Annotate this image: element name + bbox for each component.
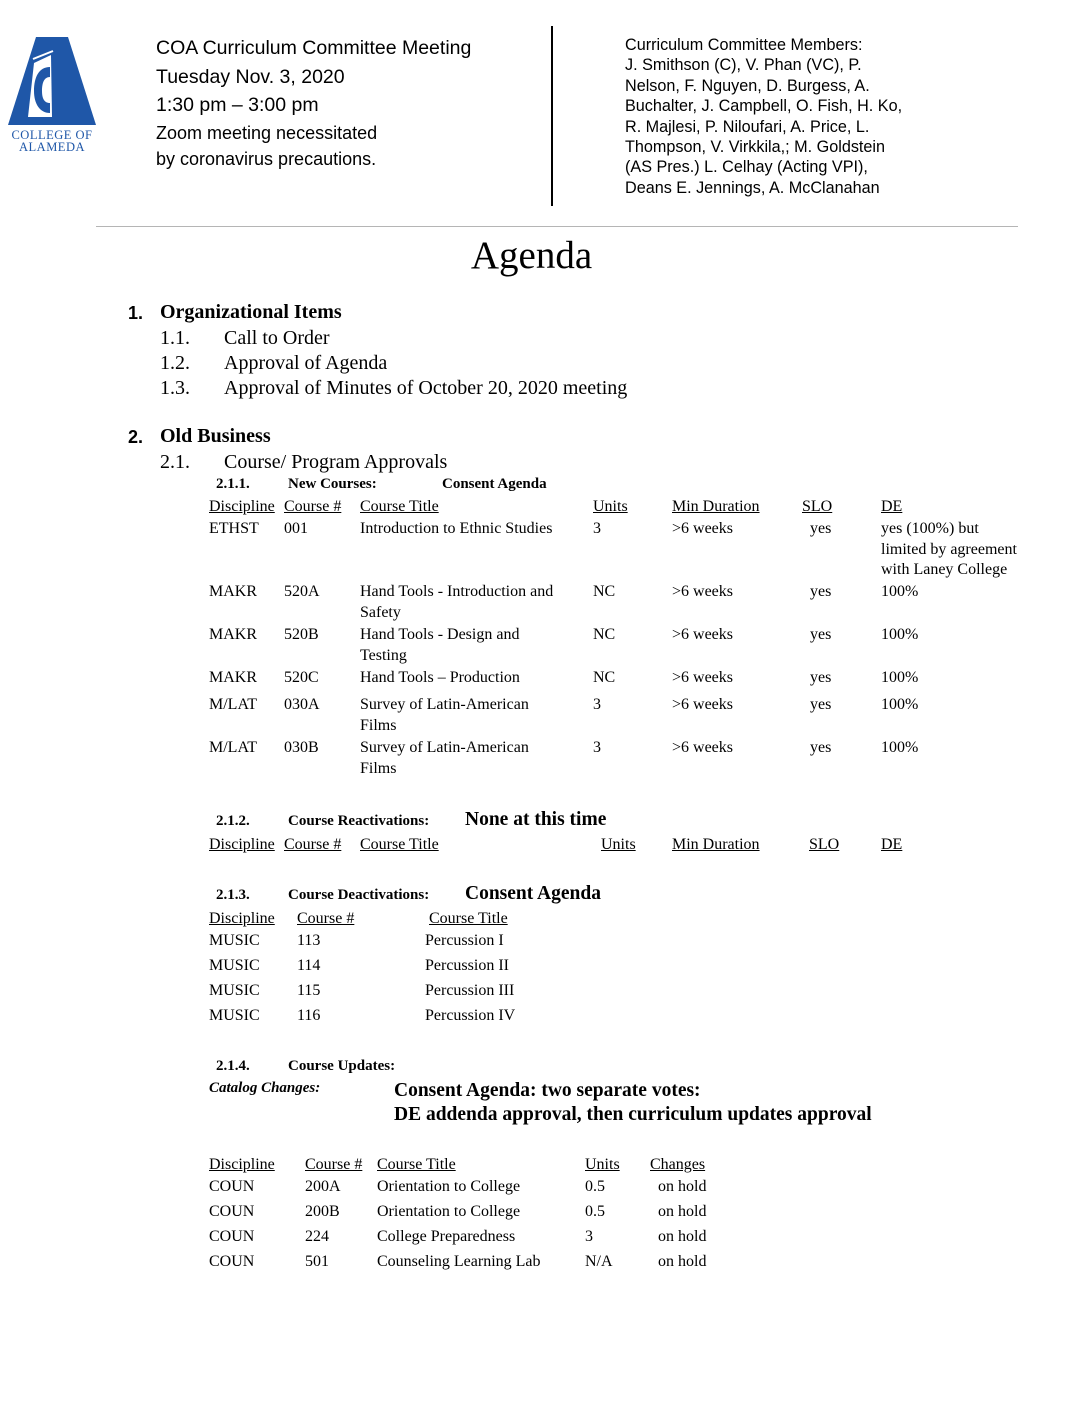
cell-course-title: Survey of Latin-American	[360, 696, 529, 713]
cell-course-number: 200B	[305, 1203, 340, 1220]
section-title: Organizational Items	[160, 301, 342, 323]
header-course-title: Course Title	[360, 498, 439, 515]
meeting-note-line1: Zoom meeting necessitated	[156, 122, 378, 143]
header-min-duration: Min Duration	[672, 836, 760, 853]
header-slo: SLO	[802, 498, 833, 515]
members-line: R. Majlesi, P. Niloufari, A. Price, L.	[625, 117, 870, 136]
section-number: 1.	[128, 303, 144, 323]
new-courses-table	[0, 496, 1088, 786]
header-slo: SLO	[809, 836, 840, 853]
committee-members	[625, 35, 945, 198]
cell-course-title: Introduction to Ethnic Studies	[360, 520, 553, 537]
cell-course-title: Hand Tools – Production	[360, 669, 520, 686]
cell-changes: on hold	[658, 1228, 707, 1245]
cell-slo: yes	[810, 739, 832, 756]
cell-discipline: COUN	[209, 1253, 255, 1270]
cell-course-title: Percussion II	[425, 957, 509, 974]
cell-units: 0.5	[585, 1178, 605, 1195]
item-number: 1.1.	[160, 327, 190, 349]
header-discipline: Discipline	[209, 910, 275, 927]
cell-changes: on hold	[658, 1178, 707, 1195]
agenda-item: Approval of Minutes of October 20, 2020 meeting	[224, 377, 628, 399]
cell-discipline: COUN	[209, 1228, 255, 1245]
cell-min-duration: >6 weeks	[672, 583, 734, 600]
agenda-item: Course/ Program Approvals	[224, 451, 448, 473]
cell-course-title: Orientation to College	[377, 1203, 521, 1220]
logo-text-line1: COLLEGE OF	[11, 128, 93, 142]
reactivations-table	[0, 834, 1088, 858]
cell-course-number: 224	[305, 1228, 329, 1245]
subsection-status: Consent Agenda	[465, 883, 601, 904]
cell-course-title: Hand Tools - Design and	[360, 626, 520, 643]
subsection-label: Course Reactivations:	[288, 813, 430, 829]
header-course-number: Course #	[284, 836, 342, 853]
cell-units: N/A	[585, 1253, 613, 1270]
agenda-item: Call to Order	[224, 327, 330, 349]
cell-units: 3	[593, 696, 601, 713]
cell-course-number: 001	[284, 520, 308, 537]
cell-discipline: MUSIC	[209, 932, 260, 949]
header-units: Units	[593, 498, 628, 515]
cell-course-title: Percussion III	[425, 982, 515, 999]
header-course-title: Course Title	[377, 1156, 456, 1173]
logo-text-line2: ALAMEDA	[19, 140, 85, 154]
header-units: Units	[585, 1156, 620, 1173]
cell-course-number: 116	[297, 1007, 321, 1024]
cell-slo: yes	[810, 669, 832, 686]
cell-course-number: 501	[305, 1253, 329, 1270]
meeting-note-line2: by coronavirus precautions.	[156, 148, 377, 169]
header-discipline: Discipline	[209, 1156, 275, 1173]
section-title: Old Business	[160, 425, 271, 447]
updates-status-line1: Consent Agenda: two separate votes:	[394, 1080, 701, 1101]
cell-units: NC	[593, 626, 616, 643]
deactivations-table	[0, 908, 1088, 1028]
catalog-changes-label: Catalog Changes:	[209, 1080, 321, 1096]
cell-course-title: Orientation to College	[377, 1178, 521, 1195]
cell-course-title: Percussion IV	[425, 1007, 516, 1024]
cell-de: limited by agreement	[881, 541, 1017, 558]
cell-de: 100%	[881, 696, 919, 713]
cell-de: 100%	[881, 583, 919, 600]
members-line: (AS Pres.) L. Celhay (Acting VPI),	[625, 158, 868, 177]
updates-status-line2: DE addenda approval, then curriculum updates approval	[394, 1104, 872, 1125]
subsection-label: Course Updates:	[288, 1058, 396, 1074]
subsection-status: Consent Agenda	[442, 476, 547, 492]
cell-course-title: Films	[360, 717, 397, 734]
header-rule	[96, 226, 1018, 227]
header-min-duration: Min Duration	[672, 498, 760, 515]
header-course-number: Course #	[284, 498, 342, 515]
members-line: Nelson, F. Nguyen, D. Burgess, A.	[625, 76, 870, 95]
header-divider	[551, 26, 553, 206]
cell-units: NC	[593, 583, 616, 600]
cell-course-number: 114	[297, 957, 321, 974]
meeting-info	[156, 34, 471, 172]
cell-min-duration: >6 weeks	[672, 739, 734, 756]
cell-course-title: Survey of Latin-American	[360, 739, 529, 756]
cell-course-title: Safety	[360, 604, 401, 621]
cell-de: yes (100%) but	[881, 520, 979, 537]
header-course-number: Course #	[297, 910, 355, 927]
item-number: 2.1.	[160, 451, 190, 473]
cell-slo: yes	[810, 520, 832, 537]
meeting-title: COA Curriculum Committee Meeting	[156, 37, 472, 59]
header-course-title: Course Title	[360, 836, 439, 853]
cell-units: 3	[593, 520, 601, 537]
cell-discipline: MUSIC	[209, 1007, 260, 1024]
cell-units: 3	[585, 1228, 593, 1245]
meeting-time: 1:30 pm – 3:00 pm	[156, 94, 319, 116]
cell-slo: yes	[810, 583, 832, 600]
cell-discipline: MUSIC	[209, 957, 260, 974]
subsection-number: 2.1.3.	[216, 887, 250, 903]
cell-min-duration: >6 weeks	[672, 696, 734, 713]
header-de: DE	[881, 836, 903, 853]
cell-min-duration: >6 weeks	[672, 626, 734, 643]
members-line: Buchalter, J. Campbell, O. Fish, H. Ko,	[625, 97, 903, 116]
cell-course-title: Films	[360, 760, 397, 777]
members-line: Thompson, V. Virkkila,; M. Goldstein	[625, 138, 886, 157]
subsection-number: 2.1.1.	[216, 476, 250, 492]
cell-slo: yes	[810, 626, 832, 643]
cell-course-title: Counseling Learning Lab	[377, 1253, 541, 1270]
header-course-title: Course Title	[429, 910, 508, 927]
cell-course-title: Hand Tools - Introduction and	[360, 583, 554, 600]
page-title: Agenda	[470, 234, 593, 277]
course-updates-table	[0, 1154, 1088, 1274]
header-changes: Changes	[650, 1156, 706, 1173]
cell-changes: on hold	[658, 1253, 707, 1270]
subsection-number: 2.1.4.	[216, 1058, 250, 1074]
college-logo	[6, 37, 98, 155]
cell-de: 100%	[881, 626, 919, 643]
cell-course-number: 030A	[284, 696, 320, 713]
cell-course-number: 030B	[284, 739, 319, 756]
cell-units: NC	[593, 669, 616, 686]
cell-units: 0.5	[585, 1203, 605, 1220]
cell-course-number: 113	[297, 932, 321, 949]
members-line: Curriculum Committee Members:	[625, 36, 863, 54]
members-line: J. Smithson (C), V. Phan (VC), P.	[625, 56, 862, 75]
cell-course-title: Percussion I	[425, 932, 504, 949]
cell-course-number: 115	[297, 982, 321, 999]
cell-discipline: ETHST	[209, 520, 259, 537]
cell-course-title: College Preparedness	[377, 1228, 516, 1245]
cell-discipline: COUN	[209, 1178, 255, 1195]
cell-course-number: 200A	[305, 1178, 341, 1195]
cell-course-number: 520B	[284, 626, 319, 643]
cell-discipline: MAKR	[209, 583, 258, 600]
cell-de: with Laney College	[881, 561, 1008, 578]
cell-de: 100%	[881, 669, 919, 686]
header-units: Units	[601, 836, 636, 853]
cell-slo: yes	[810, 696, 832, 713]
cell-course-title: Testing	[360, 647, 407, 664]
cell-units: 3	[593, 739, 601, 756]
cell-min-duration: >6 weeks	[672, 669, 734, 686]
subsection-number: 2.1.2.	[216, 813, 250, 829]
header-discipline: Discipline	[209, 836, 275, 853]
cell-course-number: 520A	[284, 583, 320, 600]
cell-discipline: MUSIC	[209, 982, 260, 999]
subsection-label: Course Deactivations:	[288, 887, 430, 903]
subsection-label: New Courses:	[288, 476, 377, 492]
cell-min-duration: >6 weeks	[672, 520, 734, 537]
cell-discipline: M/LAT	[209, 696, 257, 713]
cell-de: 100%	[881, 739, 919, 756]
section-number: 2.	[128, 427, 144, 447]
cell-course-number: 520C	[284, 669, 319, 686]
members-line: Deans E. Jennings, A. McClanahan	[625, 178, 880, 197]
cell-changes: on hold	[658, 1203, 707, 1220]
header-course-number: Course #	[305, 1156, 363, 1173]
header-de: DE	[881, 498, 903, 515]
cell-discipline: COUN	[209, 1203, 255, 1220]
meeting-date: Tuesday Nov. 3, 2020	[156, 65, 345, 88]
item-number: 1.3.	[160, 377, 190, 399]
item-number: 1.2.	[160, 352, 190, 374]
subsection-status: None at this time	[465, 809, 607, 830]
cell-discipline: MAKR	[209, 669, 258, 686]
cell-discipline: M/LAT	[209, 739, 257, 756]
cell-discipline: MAKR	[209, 626, 258, 643]
header-discipline: Discipline	[209, 498, 275, 515]
college-a-logo-icon	[6, 37, 98, 129]
agenda-item: Approval of Agenda	[224, 352, 388, 374]
